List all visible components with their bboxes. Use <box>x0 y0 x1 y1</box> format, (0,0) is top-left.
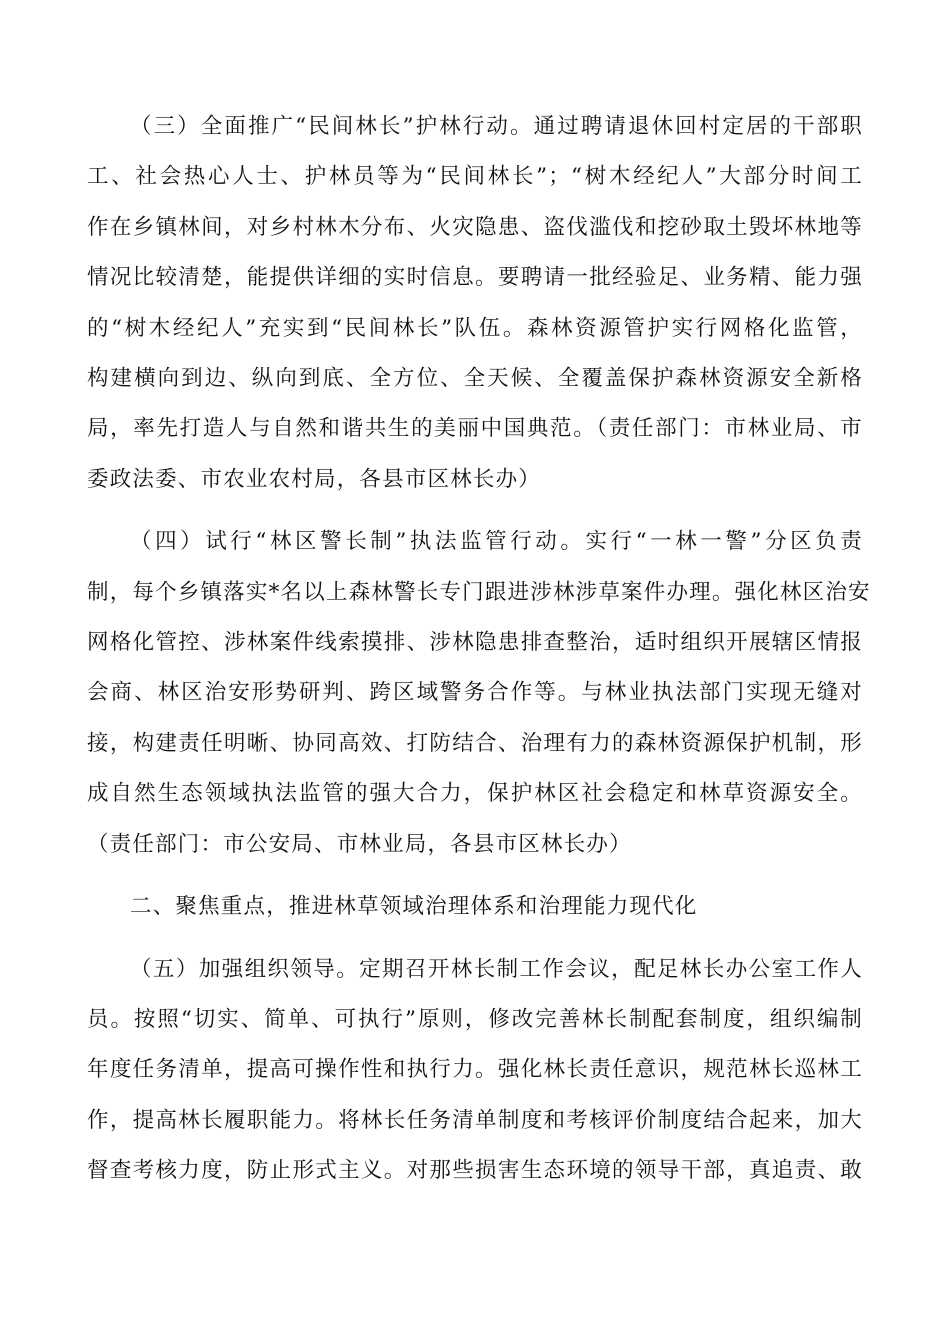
text-line: 构建横向到边、纵向到底、全方位、全天候、全覆盖保护森林资源安全新格 <box>87 366 863 392</box>
text-line: 员。按照“切实、简单、可执行”原则，修改完善林长制配套制度，组织编制 <box>87 1006 863 1032</box>
text-line: （四）试行“林区警长制”执法监管行动。实行“一林一警”分区负责 <box>130 529 863 555</box>
paragraph-section-3 <box>87 102 863 505</box>
text-line: 工、社会热心人士、护林员等为“民间林长”；“树木经纪人”大部分时间工 <box>87 164 863 190</box>
text-line: 情况比较清楚，能提供详细的实时信息。要聘请一批经验足、业务精、能力强 <box>87 265 863 291</box>
text-line: 制，每个乡镇落实*名以上森林警长专门跟进涉林涉草案件办理。强化林区治安 <box>87 579 871 605</box>
text-line: （五）加强组织领导。定期召开林长制工作会议，配足林长办公室工作人 <box>130 956 863 982</box>
text-line: （责任部门：市公安局、市林业局，各县市区林长办） <box>87 831 632 857</box>
text-line: 委政法委、市农业农村局，各县市区林长办） <box>87 466 542 492</box>
text-line: 局，率先打造人与自然和谐共生的美丽中国典范。（责任部门：市林业局、市 <box>87 416 863 442</box>
text-line: （三）全面推广“民间林长”护林行动。通过聘请退休回村定居的干部职 <box>130 114 863 139</box>
text-line: 接，构建责任明晰、协同高效、打防结合、治理有力的森林资源保护机制，形 <box>87 730 863 756</box>
text-line: 会商、林区治安形势研判、跨区域警务合作等。与林业执法部门实现无缝对 <box>87 680 863 706</box>
text-line: 作，提高林长履职能力。将林长任务清单制度和考核评价制度结合起来，加大 <box>87 1107 863 1133</box>
paragraph-section-4 <box>87 517 871 870</box>
text-line: 年度任务清单，提高可操作性和执行力。强化林长责任意识，规范林长巡林工 <box>87 1057 863 1083</box>
section-heading <box>87 882 863 932</box>
text-line: 作在乡镇林间，对乡村林木分布、火灾隐患、盗伐滥伐和挖砂取土毁坏林地等 <box>87 214 863 240</box>
paragraph-section-5 <box>87 945 863 1197</box>
text-line: 成自然生态领域执法监管的强大合力，保护林区社会稳定和林草资源安全。 <box>87 781 863 807</box>
text-line: 督查考核力度，防止形式主义。对那些损害生态环境的领导干部，真追责、敢 <box>87 1158 863 1184</box>
heading-text: 二、聚焦重点，推进林草领域治理体系和治理能力现代化 <box>130 894 698 920</box>
text-line: 网格化管控、涉林案件线索摸排、涉林隐患排查整治，适时组织开展辖区情报 <box>87 630 863 656</box>
document-body <box>87 102 871 1209</box>
text-line: 的“树木经纪人”充实到“民间林长”队伍。森林资源管护实行网格化监管， <box>87 315 863 341</box>
